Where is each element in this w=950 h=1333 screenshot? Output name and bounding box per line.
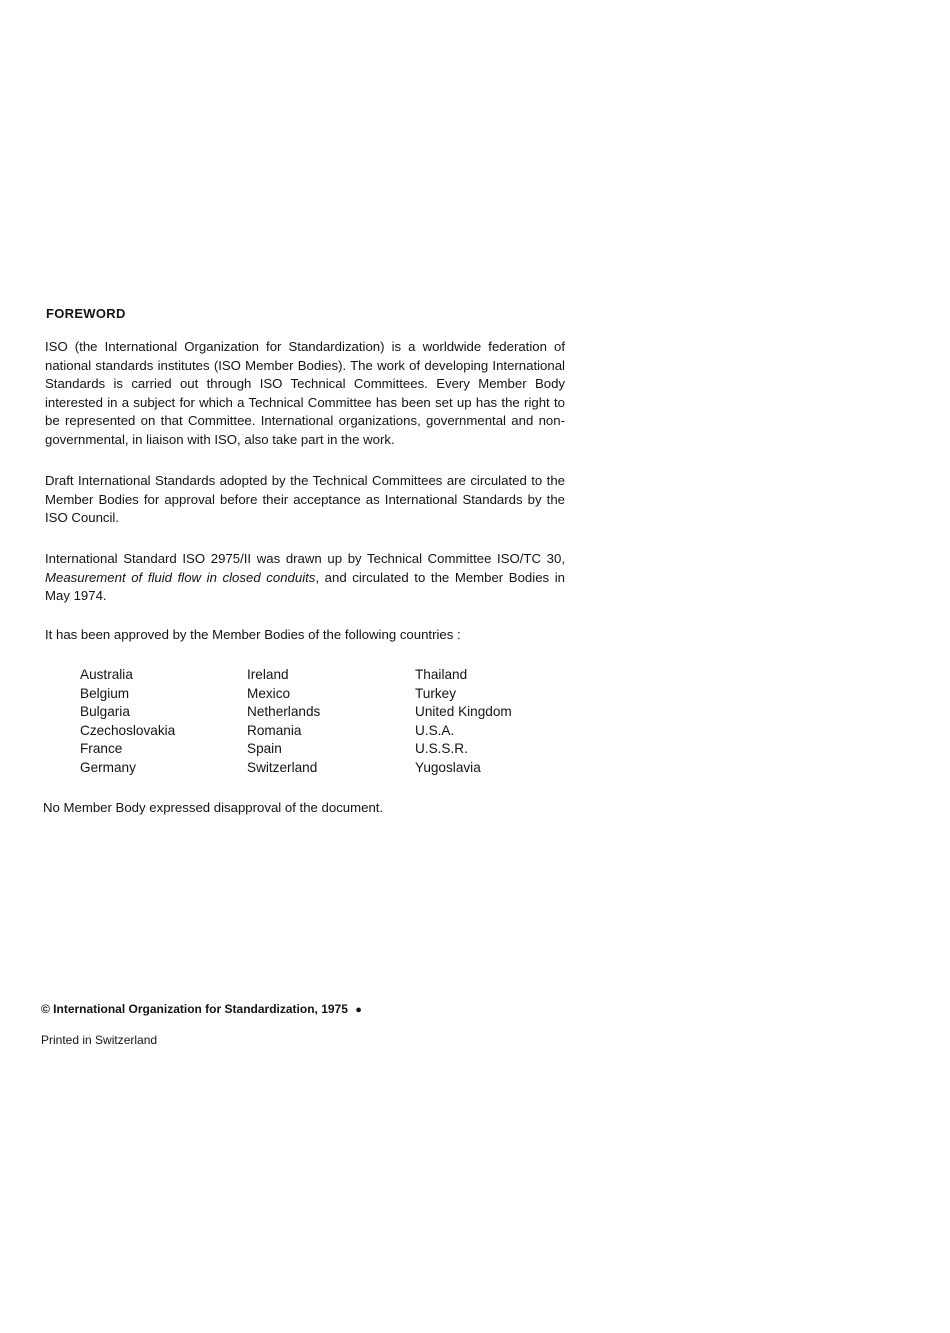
country-item: Mexico: [247, 685, 291, 701]
country-item: Bulgaria: [80, 704, 130, 720]
paragraph-3-outro: , and circulated to the Member Bodies in May 1974.: [45, 569, 565, 604]
copyright-notice: [41, 1002, 362, 1016]
foreword-paragraph-1: ISO (the International Organization for Standardization) is a worldwide federation of national standards institutes (ISO Member Bodies). The work of developing International Standards is carried out through ISO Technical Committees. Every Member Body interested in a subject for which a Technical Committee has been set up has the right to be represented on that Committee. International organizations, governmental and non-governmental, in liaison with ISO, also take part in the work.: [45, 339, 565, 447]
paragraph-3-intro: International Standard ISO 2975/II was drawn up by Technical Committee ISO/TC 30,: [45, 551, 565, 566]
country-item: Switzerland: [247, 759, 318, 775]
foreword-paragraph-3: [45, 550, 565, 606]
disapproval-statement: No Member Body expressed disapproval of the document.: [43, 800, 384, 815]
bullet-icon: ●: [355, 1004, 362, 1016]
committee-title: Measurement of fluid flow in closed conduits: [45, 569, 316, 585]
country-item: Netherlands: [247, 704, 321, 720]
country-item: Turkey: [415, 685, 457, 701]
country-item: Yugoslavia: [415, 759, 481, 775]
country-item: Australia: [80, 667, 133, 682]
country-item: Germany: [80, 759, 136, 775]
country-column-1: [80, 666, 175, 778]
foreword-paragraph-2: Draft International Standards adopted by the Technical Committees are circulated to the Member Bodies for approval before their acceptance as International Standards by the ISO Council.: [45, 473, 565, 526]
country-item: Spain: [247, 741, 282, 757]
country-item: U.S.A.: [415, 722, 455, 738]
country-column-3: [415, 666, 512, 778]
country-item: Belgium: [80, 685, 130, 701]
country-item: Ireland: [247, 667, 289, 682]
country-item: Romania: [247, 722, 302, 738]
printed-location: Printed in Switzerland: [41, 1033, 158, 1047]
country-item: Thailand: [415, 667, 468, 682]
country-item: U.S.S.R.: [415, 741, 468, 757]
country-item: Czechoslovakia: [80, 722, 176, 738]
section-heading: FOREWORD: [46, 306, 126, 321]
country-column-2: [247, 666, 320, 778]
copyright-text: © International Organization for Standardization, 1975: [41, 1002, 348, 1016]
approval-statement: It has been approved by the Member Bodies of the following countries :: [45, 627, 461, 642]
country-item: United Kingdom: [415, 704, 512, 720]
country-item: France: [80, 741, 123, 757]
